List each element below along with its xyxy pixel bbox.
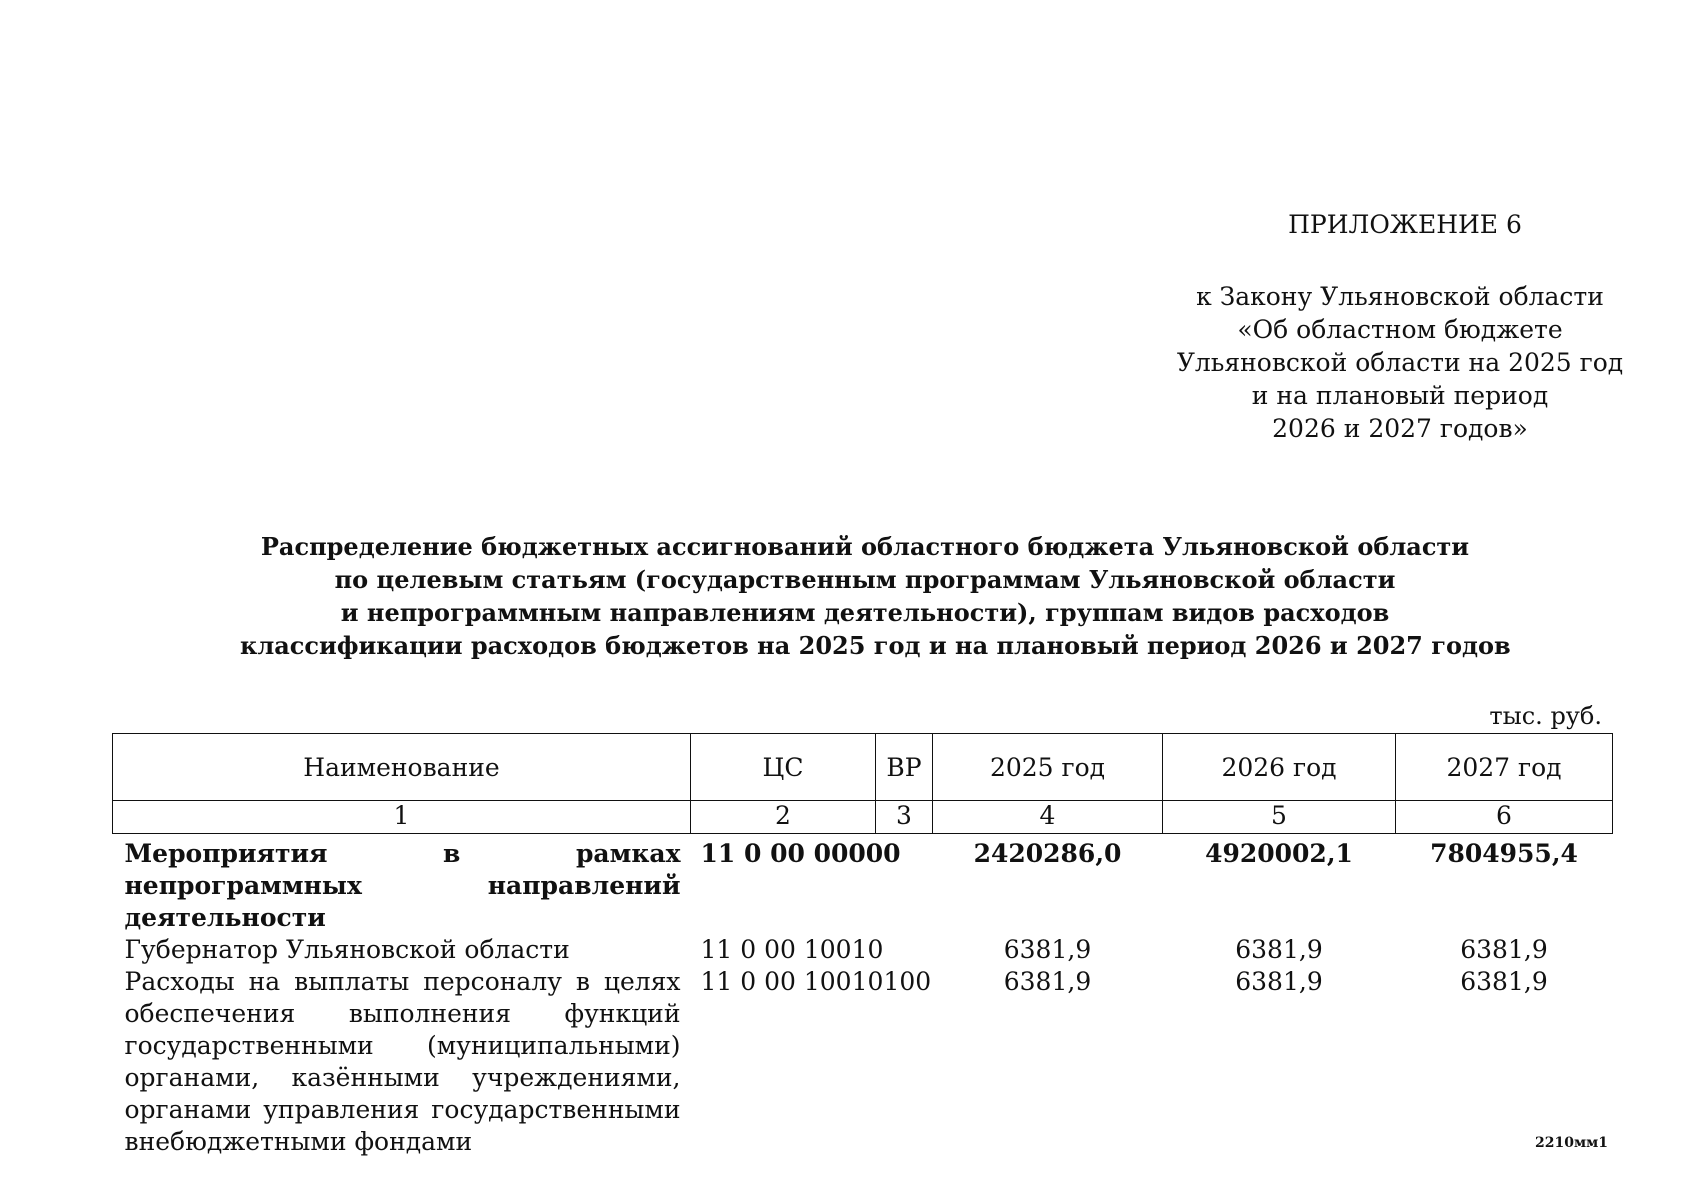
units-label: тыс. руб. xyxy=(1489,702,1602,730)
column-number: 6 xyxy=(1396,801,1613,834)
column-number: 1 xyxy=(113,801,691,834)
row-2025: 6381,9 xyxy=(1003,935,1092,964)
row-cs: 11 0 00 10010 xyxy=(700,967,884,996)
row-name: Губернатор Ульяновской области xyxy=(124,935,570,964)
document-title-line: по целевым статьям (государственным программам Ульяновской области xyxy=(334,565,1396,594)
row-2027: 6381,9 xyxy=(1460,935,1548,964)
table-row xyxy=(113,934,1613,966)
document-code: 2210мм1 xyxy=(1535,1135,1609,1151)
header-2025: 2025 год xyxy=(933,734,1163,801)
header-name: Наименование xyxy=(113,734,691,801)
appendix-title: ПРИЛОЖЕНИЕ 6 xyxy=(1288,210,1522,239)
row-2025: 2420286,0 xyxy=(973,839,1122,868)
table-row xyxy=(113,966,1613,1158)
column-number: 5 xyxy=(1163,801,1396,834)
law-reference-line: «Об областном бюджете xyxy=(1237,315,1563,344)
row-vr: 100 xyxy=(883,967,932,996)
row-2027: 7804955,4 xyxy=(1430,839,1578,868)
column-number: 2 xyxy=(691,801,876,834)
header-2026: 2026 год xyxy=(1163,734,1396,801)
law-reference-line: Ульяновской области на 2025 год xyxy=(1176,348,1624,377)
header-cs: ЦС xyxy=(691,734,876,801)
law-reference-line: 2026 и 2027 годов» xyxy=(1272,414,1528,443)
header-2027: 2027 год xyxy=(1396,734,1613,801)
row-2026: 4920002,1 xyxy=(1205,839,1353,868)
column-number: 4 xyxy=(933,801,1163,834)
document-title-line: Распределение бюджетных ассигнований областного бюджета Ульяновской области xyxy=(260,532,1470,561)
budget-table xyxy=(112,733,1613,1158)
row-name: Мероприятия в рамках непрограммных направлений деятельности xyxy=(124,839,681,932)
header-vr: ВР xyxy=(876,734,933,801)
law-reference xyxy=(1150,280,1650,445)
law-reference-line: и на плановый период xyxy=(1251,381,1549,410)
document-title-line: и непрограммным направлениям деятельности), группам видов расходов xyxy=(340,598,1390,627)
document-title xyxy=(240,530,1511,662)
document-title-line: классификации расходов бюджетов на 2025 год и на плановый период 2026 и 2027 годов xyxy=(240,631,1511,660)
row-2026: 6381,9 xyxy=(1235,967,1323,996)
column-number-row xyxy=(113,801,1613,834)
table-row xyxy=(113,834,1613,935)
column-number: 3 xyxy=(876,801,933,834)
row-2027: 6381,9 xyxy=(1460,967,1548,996)
row-vr xyxy=(876,934,933,966)
law-reference-line: к Закону Ульяновской области xyxy=(1196,282,1604,311)
row-2026: 6381,9 xyxy=(1235,935,1323,964)
row-2025: 6381,9 xyxy=(1003,967,1092,996)
row-cs: 11 0 00 00000 xyxy=(700,839,901,868)
table-header-row xyxy=(113,734,1613,801)
row-cs: 11 0 00 10010 xyxy=(700,935,884,964)
row-name: Расходы на выплаты персоналу в целях обеспечения выполнения функций государственными (муниципальными) органами, казёнными учреждениями, органами управления государственными внебюджетными фондами xyxy=(124,967,681,1156)
